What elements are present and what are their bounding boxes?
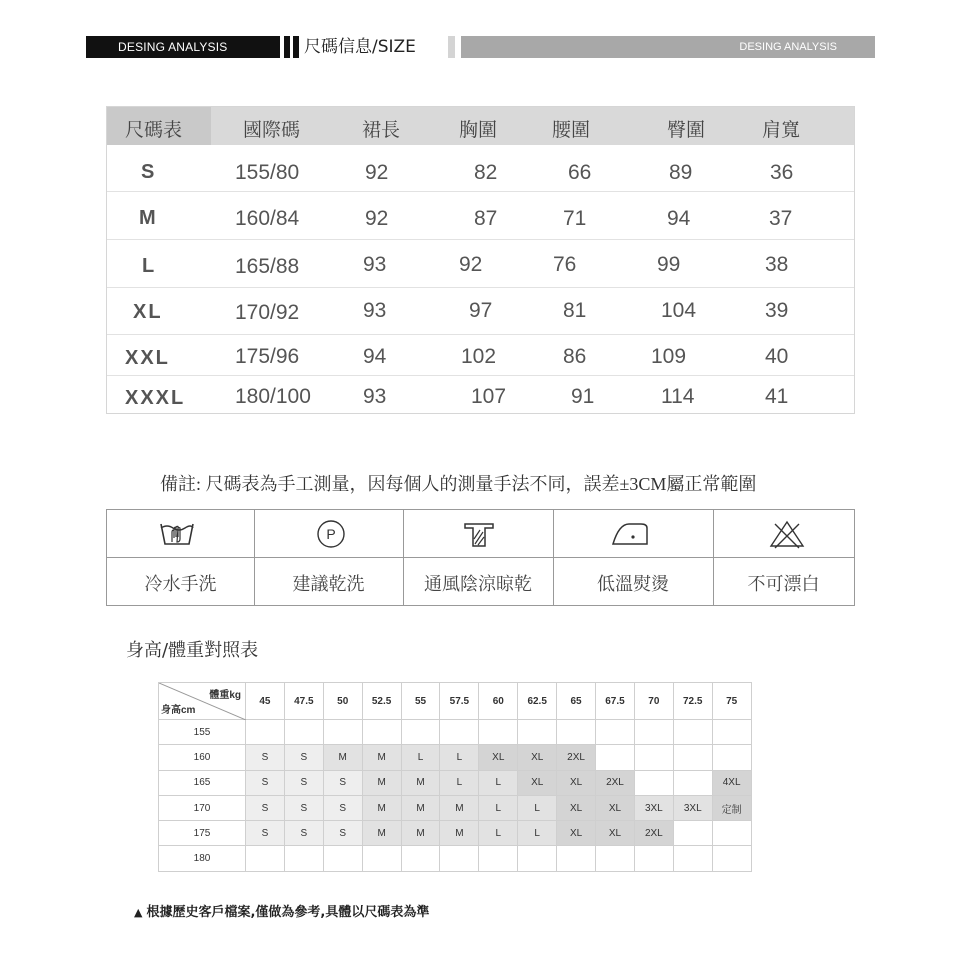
size-cell: S — [284, 745, 323, 770]
weight-header-cell: 70 — [634, 683, 673, 720]
height-row-label: 165 — [159, 770, 246, 795]
size-table-header — [107, 107, 854, 145]
weight-header-cell: 50 — [323, 683, 362, 720]
warning-triangle-icon: ▲ — [134, 906, 143, 919]
size-cell: S — [246, 795, 285, 820]
size-cell: 2XL — [557, 745, 596, 770]
size-cell: M — [440, 821, 479, 846]
weight-header-cell: 52.5 — [362, 683, 401, 720]
size-cell — [323, 846, 362, 871]
header-divider-mark — [293, 36, 299, 58]
size-label: XXL — [125, 347, 170, 369]
height-axis-label: 身高cm — [161, 705, 196, 716]
weight-header-cell: 60 — [479, 683, 518, 720]
size-cell — [362, 846, 401, 871]
care-instructions-table — [106, 509, 855, 606]
size-cell: L — [401, 745, 440, 770]
weight-header-cell: 72.5 — [673, 683, 712, 720]
size-cell — [440, 846, 479, 871]
table-row — [159, 745, 752, 770]
size-cell: L — [479, 821, 518, 846]
no-bleach-icon — [767, 518, 807, 554]
size-cell: M — [362, 770, 401, 795]
weight-header-cell: 65 — [557, 683, 596, 720]
size-cell: L — [479, 795, 518, 820]
size-cell: M — [440, 795, 479, 820]
size-cell: XL — [479, 745, 518, 770]
size-cell: M — [323, 745, 362, 770]
size-cell — [440, 720, 479, 745]
size-cell — [401, 846, 440, 871]
size-cell: XL — [557, 770, 596, 795]
table-header-row — [159, 683, 752, 720]
care-label: 通風陰涼晾乾 — [424, 574, 532, 595]
size-cell — [284, 720, 323, 745]
size-cell — [673, 821, 712, 846]
size-cell — [246, 846, 285, 871]
weight-axis-label: 體重kg — [209, 690, 241, 701]
height-weight-table — [158, 682, 752, 872]
size-cell: XL — [596, 795, 635, 820]
page-title: 尺碼信息/SIZE — [304, 37, 416, 57]
size-cell — [673, 720, 712, 745]
table-row — [159, 846, 752, 871]
height-row-label: 170 — [159, 795, 246, 820]
weight-header-cell: 45 — [246, 683, 285, 720]
size-cell: S — [284, 770, 323, 795]
size-cell — [673, 745, 712, 770]
col-header-size: 尺碼表 — [125, 119, 183, 141]
dry-clean-icon — [315, 518, 347, 554]
size-cell — [634, 720, 673, 745]
size-table: 尺碼表 國際碼 裙長 胸圍 腰圍 臀圍 肩寬 S 155/80 92 82 66 89 36 M 160/84 92 87 71 94 37 L 165/88 93 92 76 99 38 XL 170/92 93 97 81 104 39 XXL 175/96 94 102 86 109 40 XXXL 180/100 93 107 91 114 41 — [106, 106, 855, 414]
size-cell — [634, 745, 673, 770]
weight-header-cell: 47.5 — [284, 683, 323, 720]
size-cell: 3XL — [673, 795, 712, 820]
weight-header-cell: 67.5 — [596, 683, 635, 720]
size-cell — [596, 745, 635, 770]
size-cell: XL — [596, 821, 635, 846]
size-cell: XL — [518, 770, 557, 795]
size-cell — [479, 720, 518, 745]
size-cell: S — [246, 745, 285, 770]
size-label: L — [142, 255, 157, 277]
size-cell — [634, 846, 673, 871]
size-cell — [712, 720, 751, 745]
col-header-waist: 腰圍 — [552, 119, 591, 141]
table-row — [159, 795, 752, 820]
care-label: 建議乾洗 — [292, 574, 365, 595]
size-cell: S — [323, 795, 362, 820]
size-cell: 3XL — [634, 795, 673, 820]
height-row-label: 160 — [159, 745, 246, 770]
shade-dry-icon — [459, 518, 499, 554]
size-cell: XL — [557, 821, 596, 846]
size-cell: M — [401, 770, 440, 795]
size-label: XL — [133, 301, 163, 323]
size-cell: M — [401, 795, 440, 820]
size-cell — [557, 720, 596, 745]
weight-header-cell: 62.5 — [518, 683, 557, 720]
size-label: S — [141, 161, 157, 183]
size-cell — [557, 846, 596, 871]
reference-footnote: ▲ 根據歷史客戶檔案,僅做為參考,具體以尺碼表為準 — [134, 905, 430, 920]
care-label: 不可漂白 — [747, 574, 820, 595]
size-cell: L — [479, 770, 518, 795]
size-cell: XL — [518, 745, 557, 770]
size-cell — [712, 745, 751, 770]
size-cell: S — [284, 821, 323, 846]
size-cell — [518, 720, 557, 745]
size-cell: 4XL — [712, 770, 751, 795]
size-cell: M — [401, 821, 440, 846]
size-label: XXXL — [125, 387, 186, 409]
col-header-hip: 臀圍 — [667, 119, 706, 141]
size-cell — [284, 846, 323, 871]
size-cell: S — [246, 821, 285, 846]
size-cell — [479, 846, 518, 871]
size-cell — [712, 821, 751, 846]
size-cell — [246, 720, 285, 745]
table-row — [159, 720, 752, 745]
size-cell — [596, 846, 635, 871]
size-cell: 2XL — [634, 821, 673, 846]
size-cell — [518, 846, 557, 871]
size-cell — [596, 720, 635, 745]
size-cell: L — [440, 745, 479, 770]
weight-header-cell: 55 — [401, 683, 440, 720]
size-cell — [634, 770, 673, 795]
header-left-banner: DESING ANALYSIS — [86, 36, 280, 58]
size-cell: S — [246, 770, 285, 795]
size-cell: L — [518, 821, 557, 846]
size-cell: M — [362, 745, 401, 770]
corner-cell — [159, 683, 246, 720]
measurement-note: 備註: 尺碼表為手工測量，因每個人的測量手法不同，誤差±3CM屬正常範圍 — [160, 474, 757, 494]
header-divider-mark — [448, 36, 455, 58]
size-cell: S — [323, 821, 362, 846]
weight-header-cell: 57.5 — [440, 683, 479, 720]
low-iron-icon — [607, 518, 653, 554]
size-cell: S — [323, 770, 362, 795]
size-cell — [362, 720, 401, 745]
weight-header-cell: 75 — [712, 683, 751, 720]
size-cell — [673, 770, 712, 795]
size-cell — [673, 846, 712, 871]
col-header-skirt-length: 裙長 — [362, 119, 401, 141]
table-row — [159, 770, 752, 795]
size-cell: L — [440, 770, 479, 795]
svg-text:P: P — [326, 526, 336, 542]
size-cell: 定制 — [712, 795, 751, 820]
header-divider-mark — [284, 36, 290, 58]
size-cell — [401, 720, 440, 745]
col-header-intl: 國際碼 — [243, 119, 301, 141]
height-row-label: 155 — [159, 720, 246, 745]
height-row-label: 175 — [159, 821, 246, 846]
size-cell: S — [284, 795, 323, 820]
size-cell: M — [362, 795, 401, 820]
size-cell: M — [362, 821, 401, 846]
size-cell: 2XL — [596, 770, 635, 795]
care-label: 低溫熨燙 — [597, 574, 669, 595]
size-cell: XL — [557, 795, 596, 820]
header-right-banner: DESING ANALYSIS — [461, 36, 875, 58]
cold-hand-wash-icon — [157, 518, 197, 554]
size-label: M — [139, 207, 158, 229]
height-row-label: 180 — [159, 846, 246, 871]
col-header-bust: 胸圍 — [459, 119, 498, 141]
size-cell — [712, 846, 751, 871]
size-cell: L — [518, 795, 557, 820]
col-header-shoulder: 肩寬 — [762, 119, 801, 141]
size-cell — [323, 720, 362, 745]
height-weight-title: 身高/體重對照表 — [126, 640, 259, 661]
care-label: 冷水手洗 — [144, 574, 217, 595]
table-row — [159, 821, 752, 846]
